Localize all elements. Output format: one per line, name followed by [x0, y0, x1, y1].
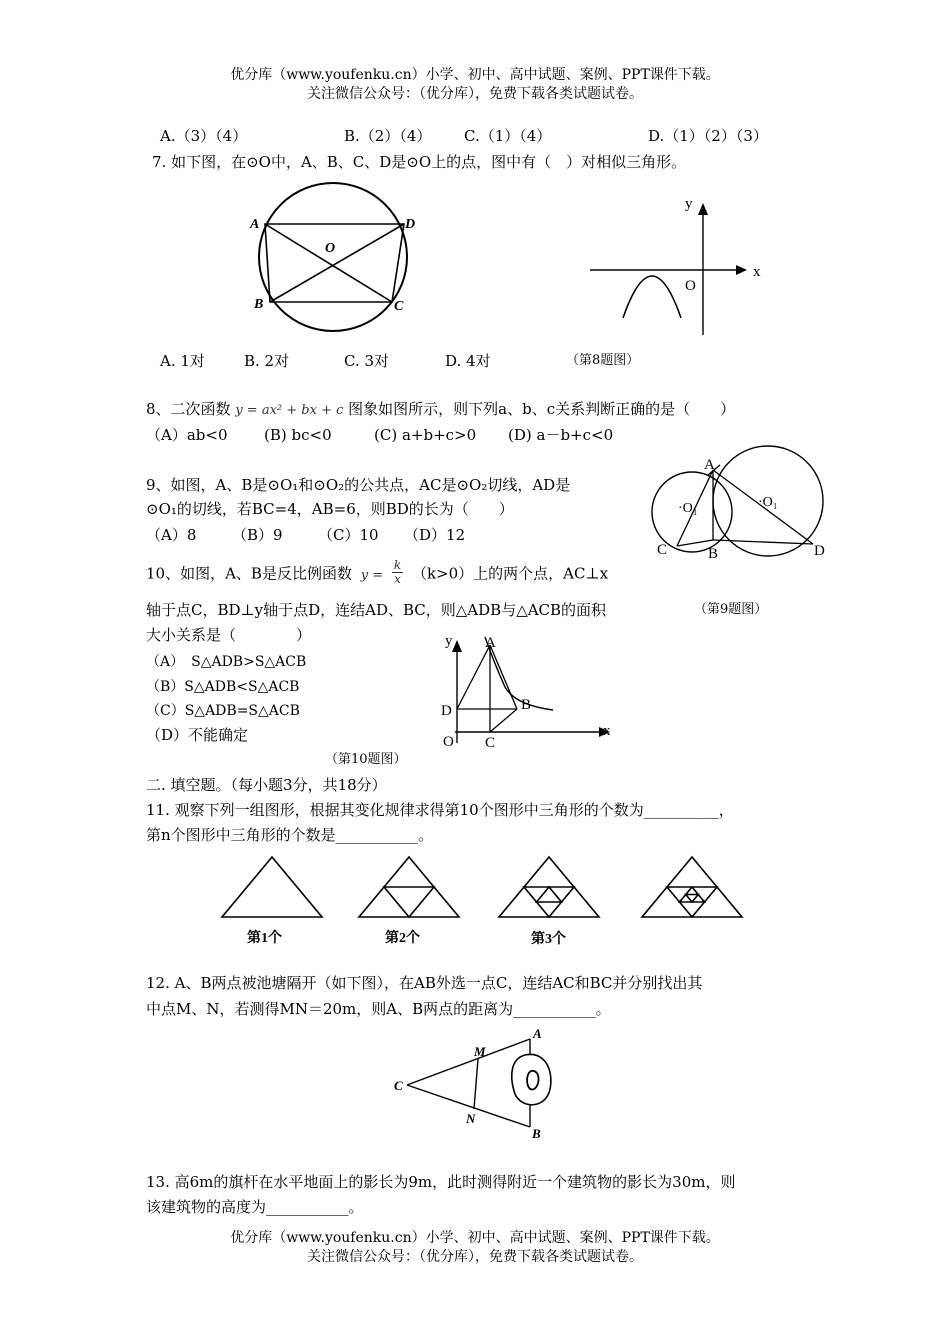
svg-text:·O₁: ·O₁	[758, 495, 778, 510]
q13-line-1: 13. 高6m的旗杆在水平地面上的影长为9m，此时测得附近一个建筑物的影长为30m，则	[146, 1173, 736, 1191]
q8-option-b: (B) bc<0	[264, 426, 332, 444]
q10-line-1	[146, 558, 609, 588]
svg-text:B: B	[254, 297, 264, 312]
q9-two-circles-figure	[650, 445, 840, 565]
triangle-figure-1	[222, 857, 322, 917]
svg-text:x: x	[753, 264, 761, 280]
svg-text:C: C	[394, 1078, 403, 1093]
svg-text:B: B	[532, 1126, 541, 1141]
q11-line-1: 11. 观察下列一组图形，根据其变化规律求得第10个图形中三角形的个数为__________，	[146, 801, 734, 819]
q10-line-2: 轴于点C，BD⊥y轴于点D，连结AD、BC，则△ADB与△ACB的面积	[146, 601, 607, 619]
q7-stem: 7. 如下图，在⊙O中，A、B、C、D是⊙O上的点，图中有（ ）对相似三角形。	[152, 153, 687, 171]
svg-text:A: A	[533, 1026, 542, 1041]
q8-stem-pre: 8、二次函数	[146, 400, 231, 418]
q10-line-3: 大小关系是（ ）	[146, 626, 312, 644]
svg-text:C: C	[485, 735, 496, 751]
svg-text:A: A	[704, 457, 715, 473]
q8-figure-caption: （第8题图）	[566, 353, 640, 368]
q11-label-1: 第1个	[247, 931, 282, 946]
svg-text:B: B	[708, 546, 719, 562]
q10-line-1-post: （k>0）上的两个点，AC⊥x	[411, 564, 609, 583]
q11-label-3: 第3个	[531, 932, 566, 947]
q13-line-2: 该建筑物的高度为___________。	[146, 1198, 364, 1216]
q12-line-2: 中点M、N，若测得MN＝20m，则A、B两点的距离为___________。	[146, 1000, 611, 1018]
q10-hyperbola-figure	[435, 625, 625, 750]
q7-option-c: C. 3对	[344, 352, 390, 370]
q11-label-2: 第2个	[385, 931, 420, 946]
q8-parabola-figure	[585, 190, 775, 340]
q8-stem	[146, 399, 735, 421]
footer-line-2: 关注微信公众号：（优分库），免费下载各类试题试卷。	[307, 1249, 643, 1265]
q10-fraction-num: k	[393, 558, 402, 572]
svg-text:·O₁: ·O₁	[678, 501, 698, 516]
header-line-1: 优分库（www.youfenku.cn）小学、初中、高中试题、案例、PPT课件下载。	[230, 67, 720, 83]
q8-option-d: (D) a－b+c<0	[508, 426, 614, 444]
q8-formula: y = ax² + bx + c	[235, 403, 344, 418]
svg-text:C: C	[657, 542, 668, 558]
q7-option-a: A. 1对	[160, 352, 205, 370]
svg-text:O: O	[443, 734, 454, 750]
footer-line-1: 优分库（www.youfenku.cn）小学、初中、高中试题、案例、PPT课件下载。	[230, 1230, 720, 1246]
q8-stem-post: 图象如图所示，则下列a、b、c关系判断正确的是（ ）	[348, 400, 736, 418]
q10-option-d: （D）不能确定	[146, 726, 249, 744]
svg-text:M: M	[474, 1044, 486, 1059]
q6-option-d: D.（1）（2）（3）	[648, 127, 768, 145]
header-line-2: 关注微信公众号：（优分库），免费下载各类试题试卷。	[307, 86, 643, 102]
q8-option-c: (C) a+b+c>0	[374, 426, 477, 444]
svg-text:D: D	[814, 543, 825, 559]
svg-text:C: C	[394, 299, 404, 314]
q7-circle-figure	[240, 180, 430, 340]
svg-text:y: y	[445, 633, 453, 649]
q6-option-a: A.（3）（4）	[160, 127, 248, 145]
q11-triangle-sequence	[215, 850, 765, 950]
svg-text:D: D	[405, 217, 416, 232]
q9-option-d: （D）12	[404, 526, 466, 544]
q10-fraction-den: x	[394, 572, 401, 586]
svg-text:B: B	[521, 697, 532, 713]
svg-text:D: D	[441, 703, 452, 719]
q9-option-b: （B）9	[232, 526, 283, 544]
q11-line-2: 第n个图形中三角形的个数是___________。	[146, 826, 434, 844]
svg-text:N: N	[466, 1111, 476, 1126]
q9-figure-caption: （第9题图）	[694, 602, 768, 617]
q9-option-a: （A）8	[146, 526, 197, 544]
svg-text:O: O	[325, 241, 336, 256]
q7-option-b: B. 2对	[244, 352, 290, 370]
q6-option-b: B.（2）（4）	[344, 127, 432, 145]
svg-text:y: y	[685, 196, 693, 212]
q9-line-1: 9、如图，A、B是⊙O₁和⊙O₂的公共点，AC是⊙O₂切线，AD是	[146, 476, 571, 494]
triangle-figure-2	[359, 857, 459, 917]
q10-fraction	[392, 559, 403, 586]
q6-option-c: C.（1）（4）	[464, 127, 552, 145]
triangle-figure-3	[499, 857, 599, 917]
q10-option-c: （C）S△ADB=S△ACB	[146, 703, 300, 719]
q10-fn-lhs: y =	[360, 567, 384, 583]
q9-line-2: ⊙O₁的切线，若BC=4，AB=6，则BD的长为（ ）	[146, 500, 514, 518]
q12-pond-figure	[390, 1025, 570, 1145]
q10-option-a: （A） S△ADB>S△ACB	[146, 654, 307, 670]
q9-option-c: （C）10	[318, 526, 379, 544]
q10-figure-caption: （第10题图）	[325, 752, 407, 767]
svg-text:x: x	[603, 723, 611, 739]
section2-title: 二. 填空题。（每小题3分，共18分）	[146, 776, 387, 794]
svg-text:A: A	[250, 217, 260, 232]
svg-text:A: A	[485, 635, 496, 651]
q7-option-d: D. 4对	[445, 352, 491, 370]
q12-line-1: 12. A、B两点被池塘隔开（如下图），在AB外选一点C，连结AC和BC并分别找出其	[146, 974, 703, 992]
triangle-figure-4	[642, 857, 742, 917]
svg-text:O: O	[685, 278, 696, 294]
q10-option-b: （B）S△ADB<S△ACB	[146, 679, 300, 695]
q8-option-a: （A）ab<0	[146, 426, 228, 444]
q10-line-1-pre: 10、如图，A、B是反比例函数	[146, 564, 352, 583]
